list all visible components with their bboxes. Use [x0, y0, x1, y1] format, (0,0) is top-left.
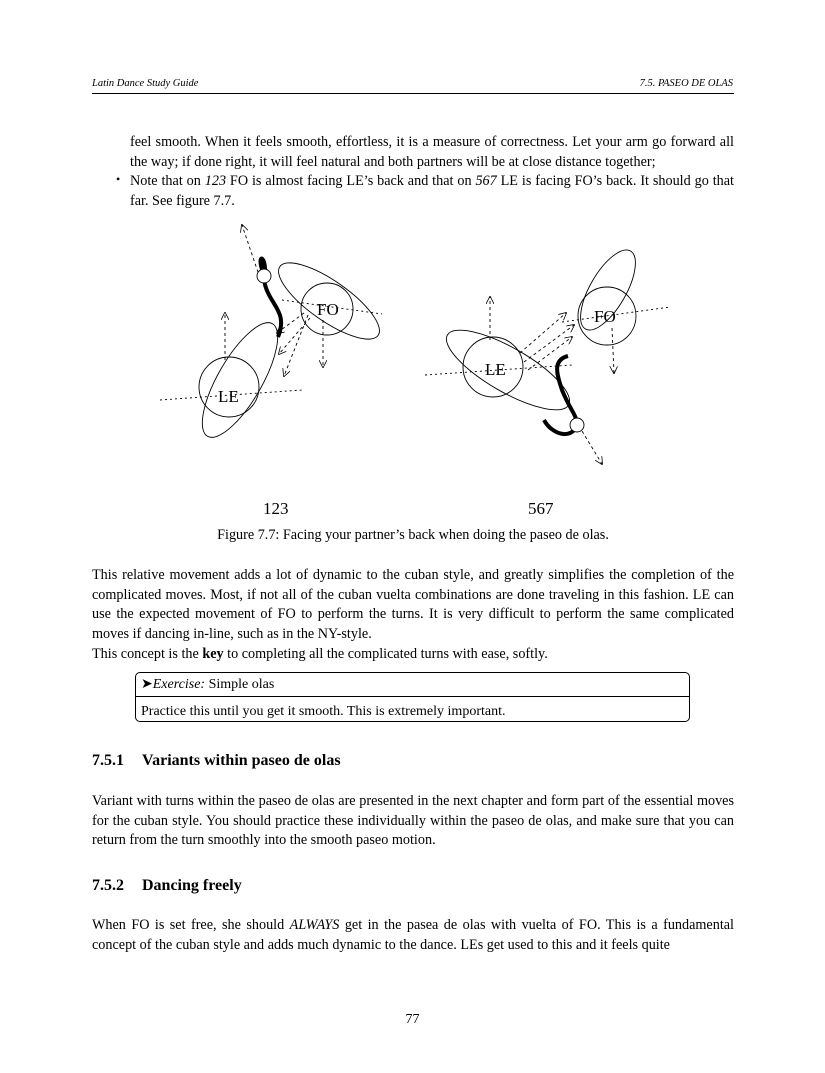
exercise-body: Practice this until you get it smooth. This is extremely important.: [141, 704, 506, 719]
le-foot-ellipse: [188, 313, 291, 448]
fo-label-567: FO: [594, 307, 616, 326]
hand-hold: [257, 269, 271, 283]
paragraph-dancing-freely: When FO is set free, she should ALWAYS get in the pasea de olas with vuelta of FO. This is a fundamental concept of the cuban style and adds much dynamic to the dance. LEs get used to this and it feels quite: [92, 917, 735, 953]
count-label-567: 567: [528, 499, 554, 518]
running-header-title: Latin Dance Study Guide: [92, 78, 199, 89]
paragraph-relative-movement: This relative movement adds a lot of dynamic to the cuban style, and greatly simplifies the completion of the complicated moves. Most, if not all of the cuban vuelta combinations are done traveling in this fashion. LE can use the expected movement of FO to perform the turns. It is very difficult to perform the same complicated moves if dancing in-line, such as in the NY-style.: [92, 567, 734, 642]
key-word: key: [202, 646, 224, 662]
continuation-paragraph: feel smooth. When it feels smooth, effortless, it is a measure of correctness. Let your arm go forward all the way; if done right, it will feel natural and both partners will be at close distance together;: [130, 134, 734, 170]
paragraph-variants: Variant with turns within the paseo de olas are presented in the next chapter and form part of the essential moves for the cuban style. You should practice these individually within the paseo de olas, and make sure that you can return from the turn smoothly into the smooth paseo motion.: [92, 793, 734, 849]
exercise-divider: [136, 696, 689, 697]
le-label-567: LE: [485, 360, 506, 379]
figure-7-7: [92, 210, 734, 520]
bullet-marker: •: [116, 172, 121, 186]
count-label-123: 123: [263, 499, 289, 518]
section-heading-7-5-1: 7.5.1 Variants within paseo de olas: [92, 752, 341, 769]
diagram-123: [160, 225, 390, 447]
bullet-item: Note that on 123 FO is almost facing LE’s back and that on 567 LE is facing FO’s back. It should go that far. See figure 7.7.: [130, 173, 734, 209]
emphasis-always: ALWAYS: [289, 917, 340, 933]
hand-hold: [570, 418, 584, 432]
page-number: 77: [405, 1012, 420, 1027]
exercise-box: [135, 672, 690, 722]
running-header-section: 7.5. PASEO DE OLAS: [639, 78, 733, 89]
section-heading-7-5-2: 7.5.2 Dancing freely: [92, 877, 242, 894]
count-123: 123: [204, 173, 227, 189]
count-567: 567: [475, 173, 497, 189]
arrow-icon: ➤: [141, 677, 153, 692]
paragraph-key-concept: This concept is the key to completing all the complicated turns with ease, softly.: [92, 646, 548, 662]
le-label-123: LE: [218, 387, 239, 406]
fo-label-123: FO: [317, 300, 339, 319]
diagram-567: [425, 242, 670, 464]
exercise-title: ➤Exercise: Simple olas: [141, 677, 275, 692]
header-rule: [92, 93, 734, 94]
figure-caption: Figure 7.7: Facing your partner’s back when doing the paseo de olas.: [217, 527, 609, 543]
